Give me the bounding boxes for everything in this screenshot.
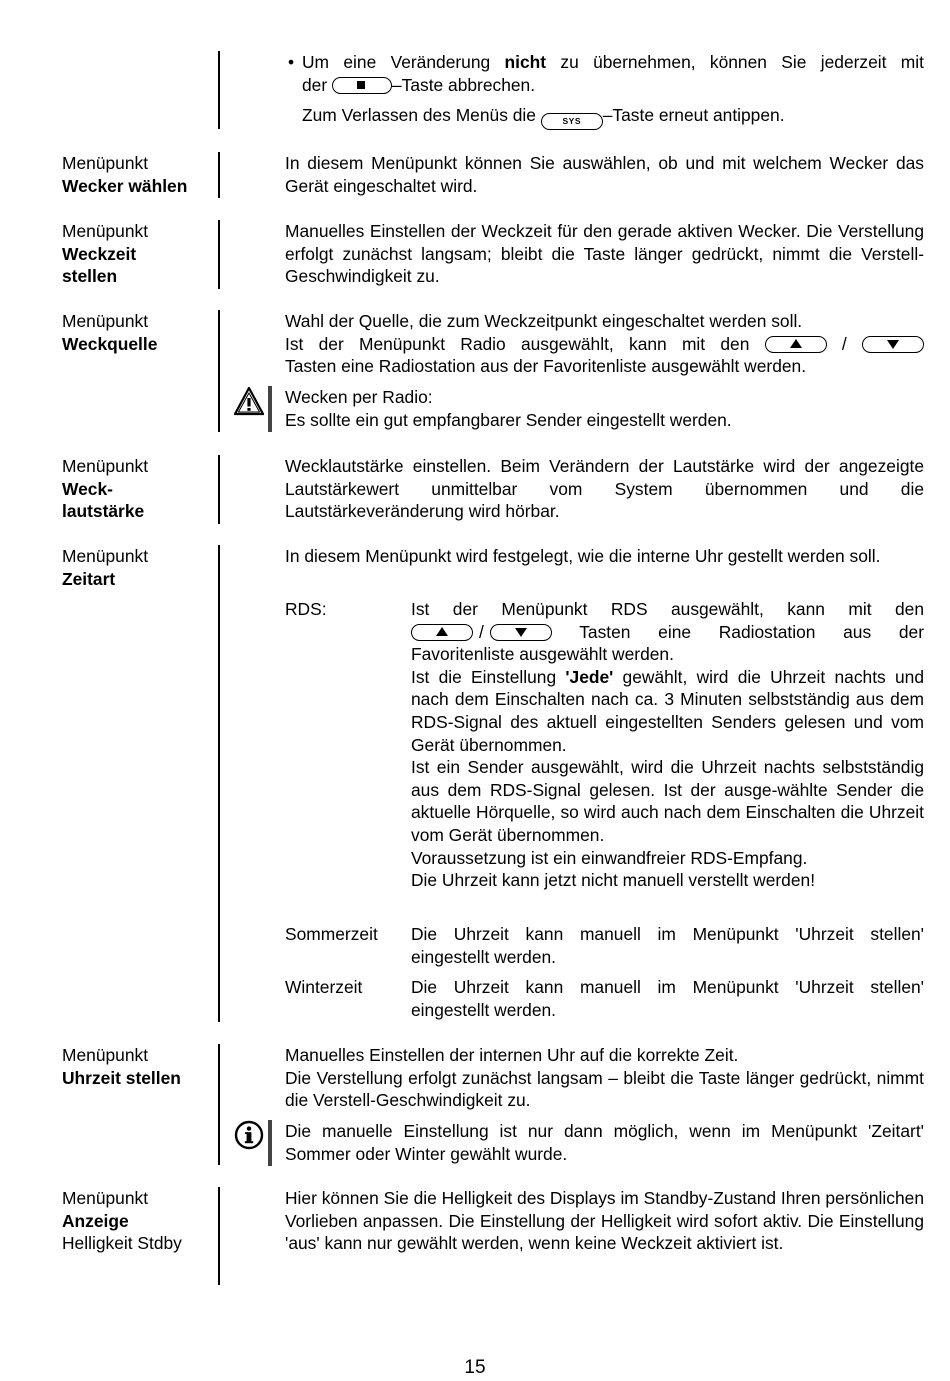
section-title: Weck- [62, 478, 113, 499]
info-circle-icon [234, 1120, 264, 1150]
section-label: Menüpunkt Anzeige Helligkeit Stdby [62, 1187, 212, 1255]
section-text: Manuelles Einstellen der Weckzeit für den gerade aktiven Wecker. Die Verstellung erfolgt zunächst langsam; bleibt die Taste länger gedrückt, nimmt die Verstell-Geschwindigkeit zu. [285, 221, 924, 287]
section-title: Uhrzeit stellen [62, 1067, 181, 1088]
section-title: Zeitart [62, 568, 116, 589]
option-def-rds: Ist der Menüpunkt RDS ausgewählt, kann mit den / Tasten eine Radiostation aus der Favoritenliste ausgewählt werden. Ist die Einstellung 'Jede' gewählt, wird die Uhrzeit nachts und nach dem Einschalten nach ca. 3 Minuten selbstständig aus dem RDS-Signal des aktuell eingestellten Senders gelesen und vom Gerät übernommen. Ist ein Sender ausgewählt, wird die Uhrzeit nachts selbstständig aus dem RDS-Signal gelesen. Ist der ausge-wählte Sender die aktuelle Hörquelle, so wird auch nach dem Einschalten die Uhrzeit vom Gerät übernommen. Voraussetzung ist ein einwandfreier RDS-Empfang. Die Uhrzeit kann jetzt nicht manuell verstellt werden! [411, 599, 924, 891]
section-text: In diesem Menüpunkt können Sie auswählen, ob und mit welchem Wecker das Gerät eingeschaltet wird. [285, 153, 924, 196]
section-rule [218, 1187, 220, 1285]
option-term-sommerzeit: Sommerzeit [285, 924, 378, 944]
section-rule [218, 152, 220, 198]
option-term-winterzeit: Winterzeit [285, 977, 363, 997]
down-arrow-key-icon [490, 624, 552, 641]
section-rule [218, 455, 220, 524]
section-title: Weckzeit [62, 243, 137, 264]
section-title: Wecker wählen [62, 175, 188, 196]
bullet: • [288, 52, 295, 72]
info-note: Die manuelle Einstellung ist nur dann möglich, wenn im Menüpunkt 'Zeitart' Sommer oder Winter gewählt wurde. [285, 1121, 924, 1164]
section-title: Anzeige [62, 1210, 129, 1231]
section-label: Menüpunkt Uhrzeit stellen [62, 1044, 212, 1089]
section-label: Menüpunkt Weck- lautstärke [62, 455, 212, 523]
section-rule [218, 51, 220, 129]
section-rule [218, 310, 220, 432]
note-bar [268, 386, 272, 432]
section-text: Hier können Sie die Helligkeit des Displays im Standby-Zustand Ihren persönlichen Vorlieben anpassen. Die Einstellung der Helligkeit wird sofort aktiv. Die Einstellung 'aus' kann nur gewählt werden, wenn keine Weckzeit aktiviert ist. [285, 1188, 924, 1254]
intro-text: • Um eine Veränderung nicht zu übernehmen, können Sie jederzeit mit der –Taste abbrechen. Zum Verlassen des Menüs die SYS –Taste erneut antippen. [302, 51, 924, 130]
section-label: Menüpunkt Weckquelle [62, 310, 212, 355]
section-rule [218, 1044, 220, 1165]
sys-key-icon: SYS [541, 113, 603, 130]
down-arrow-key-icon [862, 336, 924, 353]
section-text: Manuelles Einstellen der internen Uhr auf die korrekte Zeit. Die Verstellung erfolgt zunächst langsam – bleibt die Taste länger gedrückt, nimmt die Verstell-Geschwindigkeit zu. [285, 1045, 924, 1111]
section-label: Menüpunkt Weckzeit stellen [62, 220, 212, 288]
section-rule [218, 220, 220, 289]
section-intro: In diesem Menüpunkt wird festgelegt, wie die interne Uhr gestellt werden soll. [285, 546, 881, 566]
note-bar [268, 1120, 272, 1166]
stop-key-icon [332, 77, 392, 94]
warning-note: Wecken per Radio: Es sollte ein gut empfangbarer Sender eingestellt werden. [285, 387, 732, 430]
option-def-winterzeit: Die Uhrzeit kann manuell im Menüpunkt 'Uhrzeit stellen' eingestellt werden. [411, 977, 924, 1020]
option-def-sommerzeit: Die Uhrzeit kann manuell im Menüpunkt 'Uhrzeit stellen' eingestellt werden. [411, 924, 924, 967]
section-title: Weckquelle [62, 333, 158, 354]
section-text: Wahl der Quelle, die zum Weckzeitpunkt eingeschaltet werden soll. Ist der Menüpunkt Radio ausgewählt, kann mit den / Tasten eine Radiostation aus der Favoritenliste ausgewählt werden. [285, 310, 924, 378]
section-rule [218, 545, 220, 1022]
warning-triangle-icon [234, 386, 264, 416]
section-text: Wecklautstärke einstellen. Beim Verändern der Lautstärke wird der angezeigte Lautstärkewert unmittelbar vom System übernommen und die Lautstärkeveränderung wird hörbar. [285, 456, 924, 522]
option-term-rds: RDS: [285, 599, 327, 619]
up-arrow-key-icon [411, 624, 473, 641]
section-label: Menüpunkt Zeitart [62, 545, 212, 590]
up-arrow-key-icon [765, 336, 827, 353]
page-number: 15 [464, 1357, 486, 1378]
section-label: Menüpunkt Wecker wählen [62, 152, 212, 197]
